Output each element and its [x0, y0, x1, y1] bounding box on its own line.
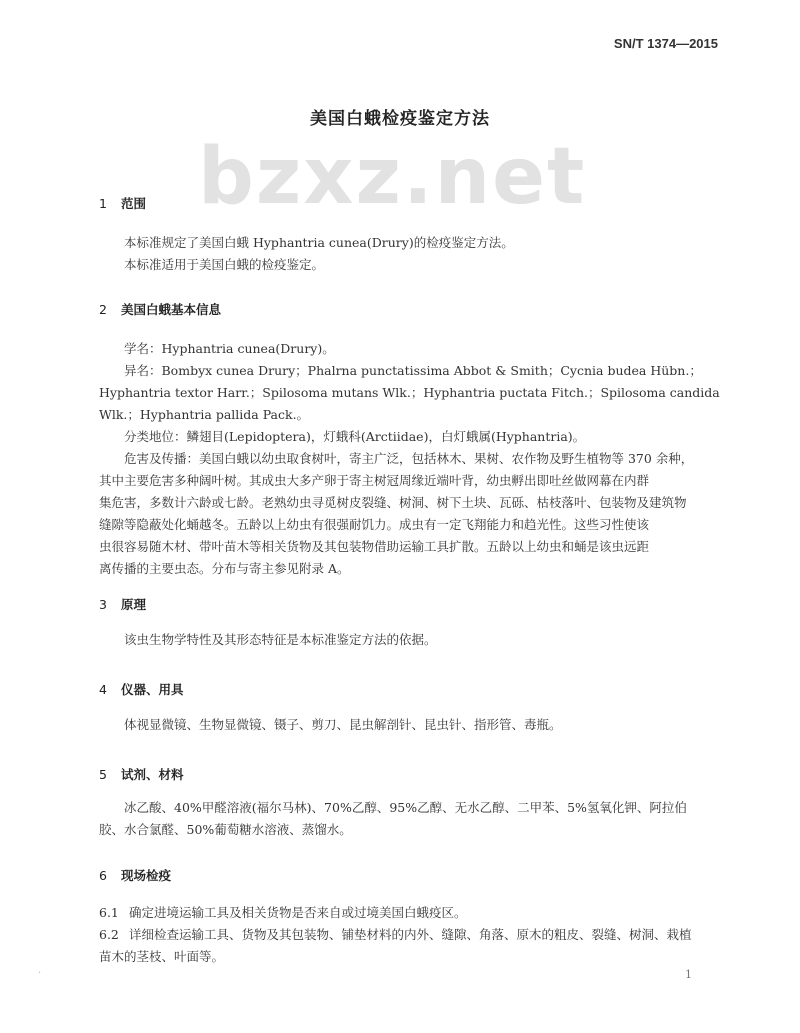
paragraph-line: 体视显微镜、生物显微镜、镊子、剪刀、昆虫解剖针、昆虫针、指形管、毒瓶。	[124, 717, 562, 732]
section-title: 现场检疫	[121, 868, 172, 883]
document-title: 美国白蛾检疫鉴定方法	[310, 109, 490, 129]
scan-mark: ·	[38, 968, 42, 979]
section-number: 1	[99, 196, 107, 211]
section-4-body	[99, 714, 719, 736]
section-title: 试剂、材料	[121, 767, 184, 782]
paragraph-line: 胶、水合氯醛、50%葡萄糖水溶液、蒸馏水。	[99, 822, 352, 837]
subclause-number: 6.1	[99, 905, 119, 920]
synonyms-line: 异名：Bombyx cunea Drury；Phalrna punctatissima Abbot & Smith；Cycnia budea Hübn.；	[124, 363, 702, 378]
section-heading-6	[99, 866, 171, 884]
paragraph-line: 本标准适用于美国白蛾的检疫鉴定。	[124, 257, 325, 272]
scientific-name: 学名：Hyphantria cunea(Drury)。	[124, 341, 335, 356]
section-heading-5	[99, 765, 184, 783]
paragraph-line: 详细检查运输工具、货物及其包装物、铺垫材料的内外、缝隙、角落、原木的粗皮、裂缝、树洞、栽植	[129, 927, 692, 942]
standard-code: SN/T 1374—2015	[613, 36, 718, 51]
section-title: 美国白蛾基本信息	[121, 302, 222, 317]
section-number: 5	[99, 767, 107, 782]
section-heading-1	[99, 194, 146, 212]
section-title: 范围	[121, 196, 147, 211]
synonyms-line: Wlk.；Hyphantria pallida Pack.。	[99, 407, 310, 422]
paragraph-line: 该虫生物学特性及其形态特征是本标准鉴定方法的依据。	[124, 632, 437, 647]
harm-line: 虫很容易随木材、带叶苗木等相关货物及其包装物借助运输工具扩散。五龄以上幼虫和蛹是该虫远距	[99, 539, 650, 554]
subclause-number: 6.2	[99, 927, 119, 942]
section-number: 3	[99, 597, 107, 612]
section-number: 4	[99, 682, 107, 697]
harm-line: 其中主要危害多种阔叶树。其成虫大多产卵于寄主树冠周缘近端叶背，幼虫孵出即吐丝做网幕在内群	[99, 473, 650, 488]
section-title: 原理	[121, 597, 147, 612]
subclause-6-1	[99, 902, 719, 924]
synonyms-line: Hyphantria textor Harr.；Spilosoma mutans Wlk.；Hyphantria puctata Fitch.；Spilosoma candida	[99, 385, 720, 400]
paragraph-line: 本标准规定了美国白蛾 Hyphantria cunea(Drury)的检疫鉴定方法。	[124, 235, 514, 250]
section-3-body	[99, 629, 719, 651]
watermark: bzxz.net	[198, 132, 587, 222]
paragraph-line: 苗木的茎枝、叶面等。	[99, 949, 225, 964]
harm-line: 集危害，多数计六龄或七龄。老熟幼虫寻觅树皮裂缝、树洞、树下土块、瓦砾、枯枝落叶、包装物及建筑物	[99, 495, 687, 510]
section-2-body	[99, 338, 719, 580]
section-heading-4	[99, 680, 184, 698]
subclause-6-2	[99, 924, 719, 968]
harm-line: 缝隙等隐蔽处化蛹越冬。五龄以上幼虫有很强耐饥力。成虫有一定飞翔能力和趋光性。这些习性使该	[99, 517, 650, 532]
section-number: 6	[99, 868, 107, 883]
taxonomy-line: 分类地位：鳞翅目(Lepidoptera)，灯蛾科(Arctiidae)，白灯蛾属(Hyphantria)。	[124, 429, 586, 444]
harm-line: 危害及传播：美国白蛾以幼虫取食树叶，寄主广泛，包括林木、果树、农作物及野生植物等 370 余种，	[124, 451, 694, 466]
section-1-body	[99, 232, 719, 276]
section-heading-3	[99, 595, 146, 613]
harm-line: 离传播的主要虫态。分布与寄主参见附录 A。	[99, 561, 350, 576]
section-number: 2	[99, 302, 107, 317]
paragraph-line: 冰乙酸、40%甲醛溶液(福尔马林)、70%乙醇、95%乙醇、无水乙醇、二甲苯、5%氢氧化钾、阿拉伯	[124, 800, 687, 815]
section-heading-2	[99, 300, 221, 318]
page-number: 1	[685, 968, 692, 981]
paragraph-line: 确定进境运输工具及相关货物是否来自或过境美国白蛾疫区。	[129, 905, 467, 920]
section-5-body	[99, 797, 719, 841]
section-title: 仪器、用具	[121, 682, 184, 697]
